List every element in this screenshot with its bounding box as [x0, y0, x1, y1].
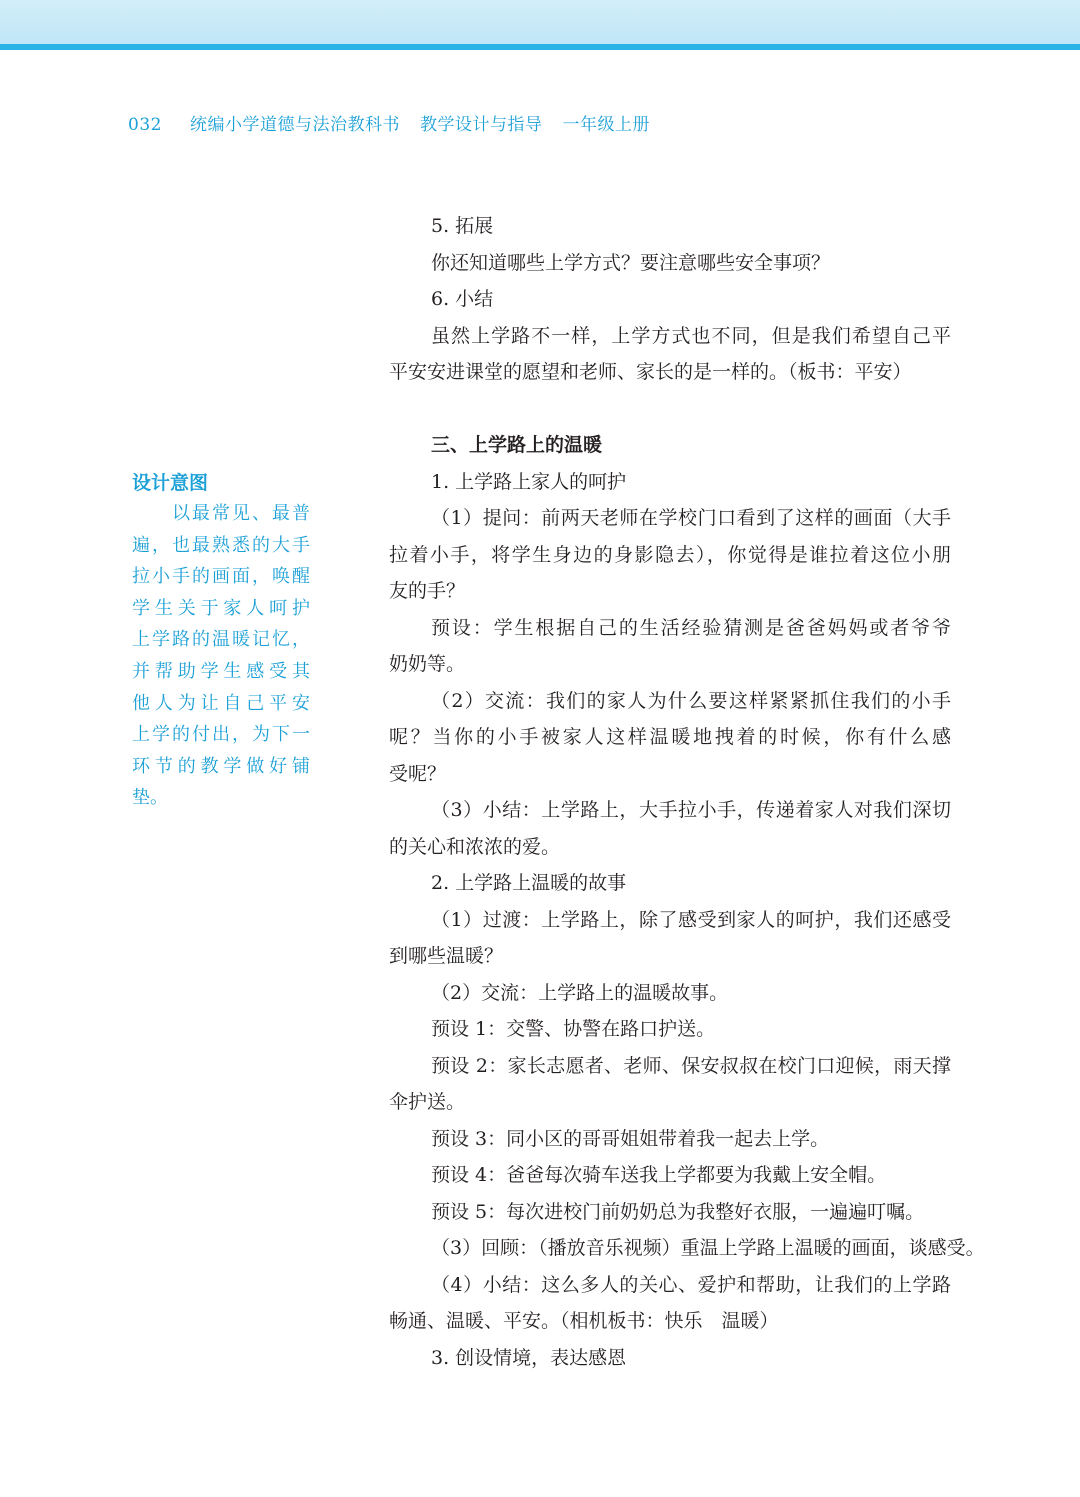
- paragraph-line: （4）小结：这么多人的关心、爱护和帮助，让我们的上学路: [431, 1274, 951, 1296]
- top-color-band: [0, 0, 1080, 44]
- paragraph-line: 到哪些温暖？: [389, 945, 504, 967]
- step-heading: 3. 创设情境，表达感恩: [431, 1347, 627, 1369]
- paragraph-line: （3）回顾：（播放音乐视频）重温上学路上温暖的画面，谈感受。: [431, 1237, 985, 1259]
- paragraph-line: （1）提问：前两天老师在学校门口看到了这样的画面（大手: [431, 507, 951, 529]
- paragraph-line: 平安安进课堂的愿望和老师、家长的是一样的。（板书：平安）: [389, 361, 912, 383]
- preset-line: 预设 1：交警、协警在路口护送。: [431, 1018, 716, 1040]
- running-header: [128, 110, 650, 135]
- sidebar-line: 以最常见、最普: [172, 503, 310, 524]
- section-heading: 三、上学路上的温暖: [431, 434, 603, 456]
- step-heading: 2. 上学路上温暖的故事: [431, 872, 627, 894]
- design-intent-sidebar: [132, 468, 310, 814]
- grade-label: 一年级上册: [562, 115, 650, 135]
- step-heading: 6. 小结: [431, 288, 494, 310]
- paragraph-line: （3）小结：上学路上，大手拉小手，传递着家人对我们深切: [431, 799, 951, 821]
- sidebar-line: 并帮助学生感受其: [132, 660, 310, 682]
- paragraph-line: 奶奶等。: [389, 653, 466, 675]
- preset-line: 预设 3：同小区的哥哥姐姐带着我一起去上学。: [431, 1128, 830, 1150]
- paragraph-line: 的关心和浓浓的爱。: [389, 836, 561, 858]
- top-band-rule: [0, 44, 1080, 50]
- paragraph-line: 受呢？: [389, 763, 447, 785]
- paragraph-line: （1）过渡：上学路上，除了感受到家人的呵护，我们还感受: [431, 909, 951, 931]
- book-subtitle: 教学设计与指导: [419, 115, 543, 135]
- paragraph-line: （2）交流：我们的家人为什么要这样紧紧抓住我们的小手: [431, 690, 951, 712]
- preset-line: 预设 4：爸爸每次骑车送我上学都要为我戴上安全帽。: [431, 1164, 887, 1186]
- paragraph-line: 畅通、温暖、平安。（相机板书：快乐 温暖）: [389, 1310, 779, 1332]
- paragraph-line: 拉着小手，将学生身边的身影隐去），你觉得是谁拉着这位小朋: [389, 544, 951, 566]
- sidebar-line: 环节的教学做好铺: [132, 755, 310, 777]
- paragraph-line: 虽然上学路不一样，上学方式也不同，但是我们希望自己平: [431, 325, 951, 347]
- paragraph-line: 预设：学生根据自己的生活经验猜测是爸爸妈妈或者爷爷: [431, 617, 951, 639]
- book-title: 统编小学道德与法治教科书: [189, 115, 400, 135]
- preset-line: 预设 5：每次进校门前奶奶总为我整好衣服，一遍遍叮嘱。: [431, 1201, 925, 1223]
- paragraph-line: 友的手？: [389, 580, 466, 602]
- paragraph-line: （2）交流：上学路上的温暖故事。: [431, 982, 729, 1004]
- preset-line: 预设 2：家长志愿者、老师、保安叔叔在校门口迎候，雨天撑: [431, 1055, 951, 1077]
- sidebar-line: 上学路的温暖记忆，: [132, 629, 310, 651]
- paragraph-line: 呢？当你的小手被家人这样温暖地拽着的时候，你有什么感: [389, 726, 951, 748]
- sidebar-line: 上学的付出，为下一: [132, 724, 310, 746]
- step-heading: 5. 拓展: [431, 215, 494, 237]
- sidebar-line: 学生关于家人呵护: [132, 597, 310, 619]
- step-heading: 1. 上学路上家人的呵护: [431, 471, 627, 493]
- sidebar-line: 遍，也最熟悉的大手: [132, 534, 310, 556]
- page-number: 032: [128, 115, 162, 135]
- paragraph-line: 伞护送。: [389, 1091, 466, 1113]
- sidebar-line: 他人为让自己平安: [132, 692, 310, 714]
- paragraph-line: 你还知道哪些上学方式？要注意哪些安全事项？: [431, 252, 831, 274]
- sidebar-line: 拉小手的画面，唤醒: [132, 566, 310, 588]
- sidebar-title: 设计意图: [132, 472, 209, 494]
- sidebar-line: 垫。: [132, 787, 168, 809]
